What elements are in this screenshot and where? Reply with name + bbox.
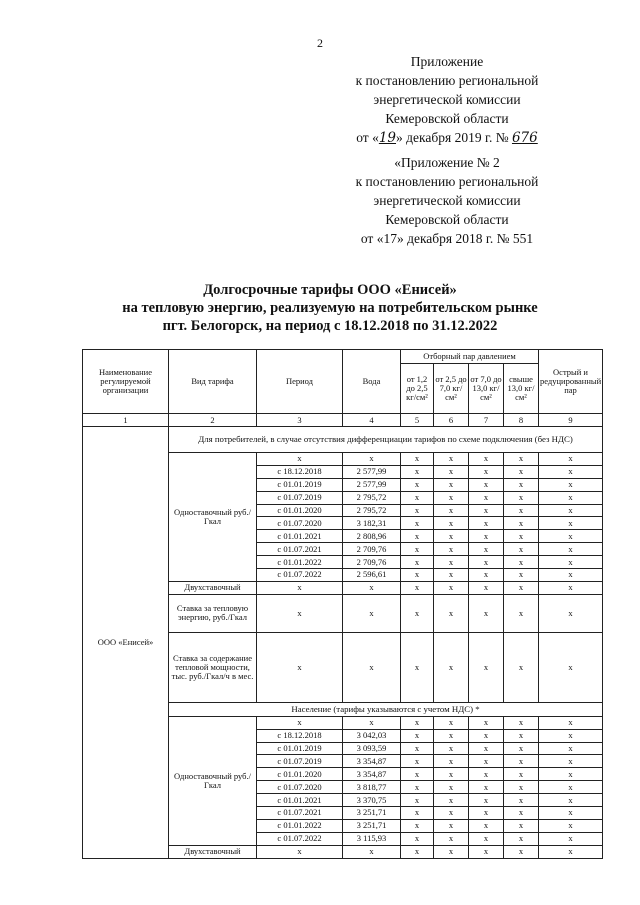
- appendix-line: энергетической комиссии: [373, 92, 521, 107]
- x-cell: x: [539, 742, 603, 755]
- x-cell: x: [257, 581, 343, 594]
- x-cell: x: [401, 819, 434, 832]
- x-cell: x: [469, 819, 504, 832]
- document-title: [60, 281, 600, 335]
- x-cell: x: [434, 581, 469, 594]
- x-cell: x: [539, 530, 603, 543]
- x-cell: x: [539, 556, 603, 569]
- x-cell: x: [539, 832, 603, 845]
- x-cell: x: [401, 729, 434, 742]
- x-cell: x: [434, 465, 469, 478]
- col-number: 9: [539, 414, 603, 427]
- handwritten-number: 676: [511, 130, 538, 146]
- x-cell: x: [434, 556, 469, 569]
- tariff-table: [82, 349, 603, 859]
- appendix-line: «Приложение № 2: [394, 155, 500, 170]
- period-cell: с 01.01.2021: [257, 794, 343, 807]
- header-org: Наименование регулируемой организации: [83, 350, 169, 414]
- x-cell: x: [401, 465, 434, 478]
- single-rate-label: Одноставочный руб./Гкал: [169, 453, 257, 582]
- header-water: Вода: [343, 350, 401, 414]
- period-cell: с 01.07.2021: [257, 543, 343, 556]
- handwritten-day: 19: [378, 130, 397, 146]
- water-tariff: 3 182,31: [343, 517, 401, 530]
- x-cell: x: [469, 556, 504, 569]
- date-mid: » декабря 2019 г. №: [396, 130, 509, 145]
- x-cell: x: [401, 478, 434, 491]
- x-cell: x: [434, 755, 469, 768]
- x-cell: x: [469, 832, 504, 845]
- x-cell: x: [343, 716, 401, 729]
- x-cell: x: [469, 543, 504, 556]
- x-cell: x: [401, 504, 434, 517]
- x-cell: x: [539, 504, 603, 517]
- x-cell: x: [539, 569, 603, 582]
- period-cell: с 01.01.2020: [257, 768, 343, 781]
- x-cell: x: [257, 594, 343, 632]
- x-cell: x: [504, 729, 539, 742]
- x-cell: x: [469, 755, 504, 768]
- x-cell: x: [469, 530, 504, 543]
- x-cell: x: [504, 716, 539, 729]
- x-cell: x: [401, 491, 434, 504]
- x-cell: x: [469, 781, 504, 794]
- header-tariff-type: Вид тарифа: [169, 350, 257, 414]
- two-rate-label: Двухставочный: [169, 845, 257, 858]
- x-cell: x: [434, 781, 469, 794]
- header-steam-group: Отборный пар давлением: [401, 350, 539, 364]
- x-cell: x: [469, 729, 504, 742]
- x-cell: x: [469, 632, 504, 702]
- appendix-line: к постановлению региональной: [355, 174, 539, 189]
- x-cell: x: [401, 781, 434, 794]
- x-cell: x: [504, 569, 539, 582]
- header-pressure-3: от 7,0 до 13,0 кг/см²: [469, 364, 504, 414]
- x-cell: x: [469, 845, 504, 858]
- x-cell: x: [434, 845, 469, 858]
- x-cell: x: [539, 581, 603, 594]
- x-cell: x: [401, 794, 434, 807]
- header-pressure-4: свыше 13,0 кг/см²: [504, 364, 539, 414]
- x-cell: x: [343, 845, 401, 858]
- period-cell: с 01.07.2020: [257, 517, 343, 530]
- x-cell: x: [401, 768, 434, 781]
- period-cell: с 01.07.2019: [257, 491, 343, 504]
- x-cell: x: [539, 632, 603, 702]
- header-period: Период: [257, 350, 343, 414]
- appendix-header-current: [332, 52, 562, 148]
- x-cell: x: [401, 569, 434, 582]
- x-cell: x: [539, 755, 603, 768]
- water-tariff: 2 808,96: [343, 530, 401, 543]
- x-cell: x: [539, 491, 603, 504]
- x-cell: x: [401, 453, 434, 466]
- x-cell: x: [539, 594, 603, 632]
- water-tariff: 2 577,99: [343, 478, 401, 491]
- x-cell: x: [343, 594, 401, 632]
- x-cell: x: [434, 491, 469, 504]
- x-cell: x: [504, 581, 539, 594]
- x-cell: x: [401, 845, 434, 858]
- x-cell: x: [257, 845, 343, 858]
- header-pressure-1: от 1,2 до 2,5 кг/см²: [401, 364, 434, 414]
- x-cell: x: [434, 569, 469, 582]
- appendix-header-previous: [332, 153, 562, 248]
- col-number: 8: [504, 414, 539, 427]
- x-cell: x: [504, 742, 539, 755]
- appendix-line: от «17» декабря 2018 г. № 551: [360, 231, 534, 246]
- water-tariff: 2 709,76: [343, 543, 401, 556]
- water-tariff: 3 093,59: [343, 742, 401, 755]
- x-cell: x: [434, 742, 469, 755]
- x-cell: x: [539, 819, 603, 832]
- x-cell: x: [469, 581, 504, 594]
- section-header-consumers: Для потребителей, в случае отсутствия дифференциации тарифов по схеме подключения (без НДС): [169, 427, 603, 453]
- x-cell: x: [401, 807, 434, 820]
- title-line: Долгосрочные тарифы ООО «Енисей»: [203, 282, 457, 298]
- x-cell: x: [469, 465, 504, 478]
- x-cell: x: [434, 543, 469, 556]
- x-cell: x: [504, 832, 539, 845]
- x-cell: x: [504, 594, 539, 632]
- col-number: 3: [257, 414, 343, 427]
- x-cell: x: [539, 453, 603, 466]
- col-number: 7: [469, 414, 504, 427]
- single-rate-label: Одноставочный руб./Гкал: [169, 716, 257, 845]
- x-cell: x: [257, 632, 343, 702]
- appendix-line: Приложение: [410, 54, 484, 69]
- period-cell: с 01.01.2021: [257, 530, 343, 543]
- x-cell: x: [401, 556, 434, 569]
- x-cell: x: [469, 478, 504, 491]
- water-tariff: 3 818,77: [343, 781, 401, 794]
- two-rate-label: Двухставочный: [169, 581, 257, 594]
- period-cell: с 01.01.2022: [257, 819, 343, 832]
- x-cell: x: [504, 632, 539, 702]
- period-cell: с 01.07.2019: [257, 755, 343, 768]
- x-cell: x: [469, 491, 504, 504]
- x-cell: x: [469, 569, 504, 582]
- col-number: 1: [83, 414, 169, 427]
- x-cell: x: [504, 504, 539, 517]
- title-line: на тепловую энергию, реализуемую на потребительском рынке: [122, 300, 538, 316]
- x-cell: x: [434, 729, 469, 742]
- x-cell: x: [257, 716, 343, 729]
- x-cell: x: [434, 478, 469, 491]
- appendix-line: к постановлению региональной: [355, 73, 539, 88]
- x-cell: x: [504, 819, 539, 832]
- x-cell: x: [504, 807, 539, 820]
- x-cell: x: [504, 794, 539, 807]
- x-cell: x: [401, 530, 434, 543]
- x-cell: x: [343, 632, 401, 702]
- appendix-line: энергетической комиссии: [373, 193, 521, 208]
- x-cell: x: [539, 517, 603, 530]
- table-row: [83, 427, 603, 453]
- water-tariff: 3 042,03: [343, 729, 401, 742]
- col-number: 6: [434, 414, 469, 427]
- col-number: 5: [401, 414, 434, 427]
- period-cell: с 18.12.2018: [257, 729, 343, 742]
- x-cell: x: [434, 819, 469, 832]
- period-cell: с 01.07.2022: [257, 569, 343, 582]
- x-cell: x: [539, 794, 603, 807]
- x-cell: x: [504, 543, 539, 556]
- x-cell: x: [401, 755, 434, 768]
- x-cell: x: [469, 742, 504, 755]
- water-tariff: 3 370,75: [343, 794, 401, 807]
- page-number: 2: [317, 36, 323, 50]
- x-cell: x: [434, 453, 469, 466]
- x-cell: x: [434, 768, 469, 781]
- x-cell: x: [469, 716, 504, 729]
- appendix-date-line: [332, 128, 562, 148]
- x-cell: x: [434, 632, 469, 702]
- x-cell: x: [539, 768, 603, 781]
- x-cell: x: [539, 807, 603, 820]
- water-tariff: 3 251,71: [343, 819, 401, 832]
- col-number: 4: [343, 414, 401, 427]
- x-cell: x: [469, 768, 504, 781]
- col-number: 2: [169, 414, 257, 427]
- period-cell: с 01.01.2020: [257, 504, 343, 517]
- x-cell: x: [539, 845, 603, 858]
- x-cell: x: [539, 543, 603, 556]
- water-tariff: 3 354,87: [343, 768, 401, 781]
- x-cell: x: [504, 491, 539, 504]
- rate-energy-label: Ставка за тепловую энергию, руб./Гкал: [169, 594, 257, 632]
- x-cell: x: [469, 504, 504, 517]
- x-cell: x: [401, 632, 434, 702]
- x-cell: x: [401, 594, 434, 632]
- x-cell: x: [469, 453, 504, 466]
- x-cell: x: [469, 517, 504, 530]
- x-cell: x: [504, 556, 539, 569]
- x-cell: x: [401, 517, 434, 530]
- header-sharp-steam: Острый и редуцированный пар: [539, 350, 603, 414]
- x-cell: x: [401, 581, 434, 594]
- x-cell: x: [504, 453, 539, 466]
- x-cell: x: [504, 768, 539, 781]
- period-cell: с 01.07.2020: [257, 781, 343, 794]
- x-cell: x: [539, 716, 603, 729]
- x-cell: x: [434, 716, 469, 729]
- title-line: пгт. Белогорск, на период с 18.12.2018 по 31.12.2022: [162, 318, 498, 334]
- x-cell: x: [401, 832, 434, 845]
- header-pressure-2: от 2,5 до 7,0 кг/см²: [434, 364, 469, 414]
- water-tariff: 2 795,72: [343, 491, 401, 504]
- x-cell: x: [504, 517, 539, 530]
- x-cell: x: [257, 453, 343, 466]
- x-cell: x: [504, 781, 539, 794]
- water-tariff: 2 709,76: [343, 556, 401, 569]
- period-cell: с 01.01.2022: [257, 556, 343, 569]
- x-cell: x: [504, 530, 539, 543]
- x-cell: x: [504, 755, 539, 768]
- water-tariff: 3 115,93: [343, 832, 401, 845]
- x-cell: x: [434, 807, 469, 820]
- water-tariff: 2 596,61: [343, 569, 401, 582]
- x-cell: x: [434, 832, 469, 845]
- x-cell: x: [434, 794, 469, 807]
- x-cell: x: [434, 504, 469, 517]
- x-cell: x: [401, 716, 434, 729]
- x-cell: x: [401, 742, 434, 755]
- x-cell: x: [434, 517, 469, 530]
- appendix-line: Кемеровской области: [385, 111, 509, 126]
- x-cell: x: [504, 478, 539, 491]
- x-cell: x: [343, 453, 401, 466]
- org-name: ООО «Енисей»: [83, 427, 169, 859]
- water-tariff: 3 251,71: [343, 807, 401, 820]
- x-cell: x: [434, 530, 469, 543]
- x-cell: x: [539, 781, 603, 794]
- appendix-line: Кемеровской области: [385, 212, 509, 227]
- water-tariff: 2 577,99: [343, 465, 401, 478]
- x-cell: x: [469, 594, 504, 632]
- x-cell: x: [539, 729, 603, 742]
- x-cell: x: [504, 465, 539, 478]
- x-cell: x: [434, 594, 469, 632]
- x-cell: x: [539, 465, 603, 478]
- water-tariff: 3 354,87: [343, 755, 401, 768]
- x-cell: x: [469, 794, 504, 807]
- period-cell: с 01.07.2022: [257, 832, 343, 845]
- water-tariff: 2 795,72: [343, 504, 401, 517]
- x-cell: x: [504, 845, 539, 858]
- section-header-population: Население (тарифы указываются с учетом НДС) *: [169, 702, 603, 716]
- x-cell: x: [401, 543, 434, 556]
- rate-capacity-label: Ставка за содержание тепловой мощности, тыс. руб./Гкал/ч в мес.: [169, 632, 257, 702]
- x-cell: x: [469, 807, 504, 820]
- date-prefix: от «: [356, 130, 379, 145]
- period-cell: с 01.07.2021: [257, 807, 343, 820]
- period-cell: с 01.01.2019: [257, 478, 343, 491]
- x-cell: x: [343, 581, 401, 594]
- x-cell: x: [539, 478, 603, 491]
- period-cell: с 01.01.2019: [257, 742, 343, 755]
- period-cell: с 18.12.2018: [257, 465, 343, 478]
